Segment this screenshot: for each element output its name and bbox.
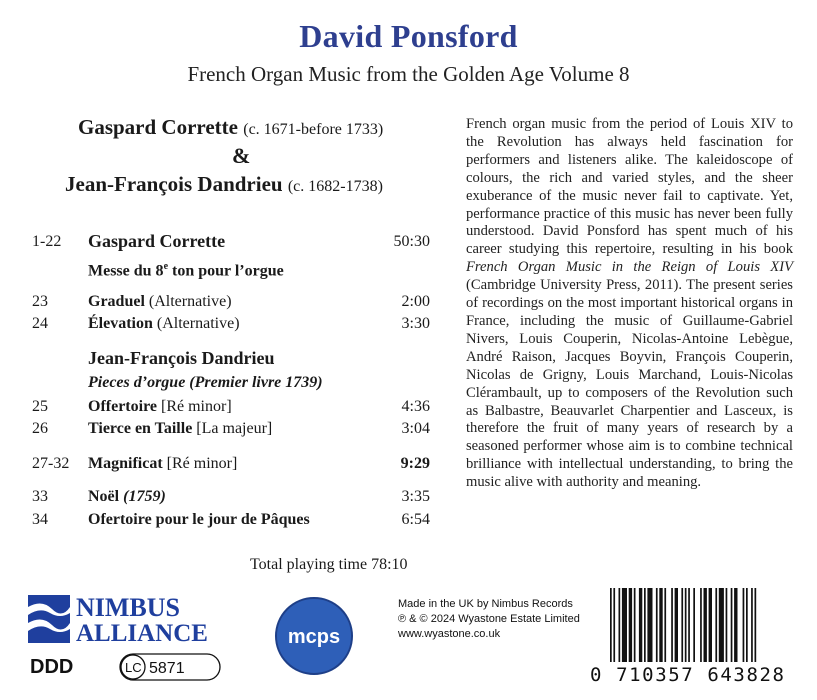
track-time: 4:36 — [401, 398, 430, 415]
track-number: 34 — [32, 511, 48, 528]
track-title: Magnificat [Ré minor] — [88, 455, 238, 472]
barcode — [604, 588, 794, 668]
info-line: www.wyastone.co.uk — [398, 628, 501, 640]
barcode-bar — [693, 588, 695, 662]
track-number: 33 — [32, 488, 48, 505]
barcode-bar — [731, 588, 733, 662]
barcode-bar — [659, 588, 662, 662]
track-title: Graduel (Alternative) — [88, 293, 232, 310]
book-title: French Organ Music in the Reign of Louis XIV — [466, 259, 793, 276]
logo-line2: ALLIANCE — [76, 620, 208, 645]
barcode-bar — [644, 588, 646, 662]
track-number: 25 — [32, 398, 48, 415]
album-subtitle: French Organ Music from the Golden Age Volume 8 — [187, 62, 630, 86]
track-time: 3:35 — [401, 488, 430, 505]
work-title: Messe du 8e ton pour l’orgue — [88, 261, 284, 280]
artist-title: David Ponsford — [299, 18, 518, 54]
barcode-bar — [726, 588, 728, 662]
composer-dates: (c. 1671-before 1733) — [243, 121, 384, 138]
info-line: ℗ & © 2024 Wyastone Estate Limited — [398, 613, 580, 625]
track-time: 3:04 — [401, 420, 430, 437]
track-time: 6:54 — [401, 511, 430, 528]
barcode-bar — [619, 588, 621, 662]
track-title: Noël (1759) — [88, 488, 166, 505]
barcode-bar — [700, 588, 702, 662]
work-title: Pieces d’orgue (Premier livre 1739) — [88, 374, 323, 391]
lc-code: 5871 — [149, 660, 185, 677]
track-title: Tierce en Taille [La majeur] — [88, 420, 273, 437]
barcode-bar — [634, 588, 636, 662]
barcode-bar — [746, 588, 748, 662]
mcps-logo — [274, 596, 354, 676]
barcode-bar — [610, 588, 612, 662]
track-number: 1-22 — [32, 233, 62, 250]
ddd-code: DDD — [30, 656, 74, 678]
barcode-bar — [629, 588, 632, 662]
barcode-bar — [751, 588, 753, 662]
barcode-bar — [709, 588, 712, 662]
label-code — [119, 653, 223, 681]
track-title: Ofertoire pour le jour de Pâques — [88, 511, 310, 528]
barcode-bar — [675, 588, 678, 662]
logo-line1: NIMBUS — [76, 593, 181, 622]
track-number: 26 — [32, 420, 48, 437]
track-number: 24 — [32, 315, 48, 332]
barcode-bar — [755, 588, 757, 662]
track-time: 9:29 — [400, 455, 430, 472]
lc-prefix: LC — [125, 660, 142, 675]
track-title: Offertoire [Ré minor] — [88, 398, 232, 415]
barcode-bar — [688, 588, 690, 662]
barcode-number: 0 710357 643828 — [590, 664, 786, 686]
track-number: 23 — [32, 293, 48, 310]
composer-corrette — [78, 115, 383, 140]
track-time: 50:30 — [393, 233, 430, 250]
barcode-bar — [715, 588, 717, 662]
total-playing-time: Total playing time 78:10 — [250, 556, 408, 573]
barcode-bar — [639, 588, 642, 662]
barcode-bar — [671, 588, 673, 662]
barcode-bar — [681, 588, 683, 662]
barcode-bar — [613, 588, 615, 662]
composer-name: Gaspard Corrette — [78, 115, 238, 139]
composer-dates: (c. 1682-1738) — [287, 178, 383, 195]
mcps-text: mcps — [287, 626, 341, 648]
composer-name: Jean-François Dandrieu — [65, 172, 283, 196]
barcode-bar — [734, 588, 737, 662]
barcode-bar — [647, 588, 652, 662]
barcode-bar — [743, 588, 745, 662]
description-text: French organ music from the period of Louis XIV to the Revolution has always held fascination for performers and listeners alike. The kaleidoscope of colours, the rich and varied styles, and the sheer exuberance of the music never fail to captivate. Yet, performance practice of this music has never been fully understood. David Ponsford has spent much of his career studying this repertoire, resulting in his book French Organ Music in the Reign of Louis XIV (Cambridge University Press, 2011). The present series of recordings on the most important historical organs in France, including the music of Guillaume-Gabriel Nivers, Louis Couperin, Nicolas-Antoine Lebègue, André Raison, Jacques Boyvin, François Couperin, Nicolas de Grigny, Louis Marchand, Louis-Nicolas Clérambault, up to composers of the Revolution such as Balbastre, Beauvarlet Charpentier and Lasceux, is therefore the fruit of many years of research by a seasoned performer whose aim is to combine technical brilliance with intellectual understanding, to bring the music alive with authority and meaning. — [466, 116, 793, 491]
track-title: Élevation (Alternative) — [88, 315, 240, 332]
barcode-bar — [656, 588, 658, 662]
section-composer: Jean-François Dandrieu — [88, 348, 275, 368]
section-composer: Gaspard Corrette — [88, 231, 226, 251]
nimbus-alliance-logo — [28, 593, 228, 645]
barcode-bar — [685, 588, 687, 662]
barcode-bar — [719, 588, 724, 662]
track-time: 2:00 — [401, 293, 430, 310]
track-number: 27-32 — [32, 455, 70, 472]
ampersand: & — [232, 143, 251, 168]
info-line: Made in the UK by Nimbus Records — [398, 598, 573, 610]
composer-dandrieu — [65, 172, 383, 197]
track-time: 3:30 — [401, 315, 430, 332]
barcode-bar — [622, 588, 627, 662]
barcode-bar — [664, 588, 666, 662]
barcode-bar — [704, 588, 707, 662]
